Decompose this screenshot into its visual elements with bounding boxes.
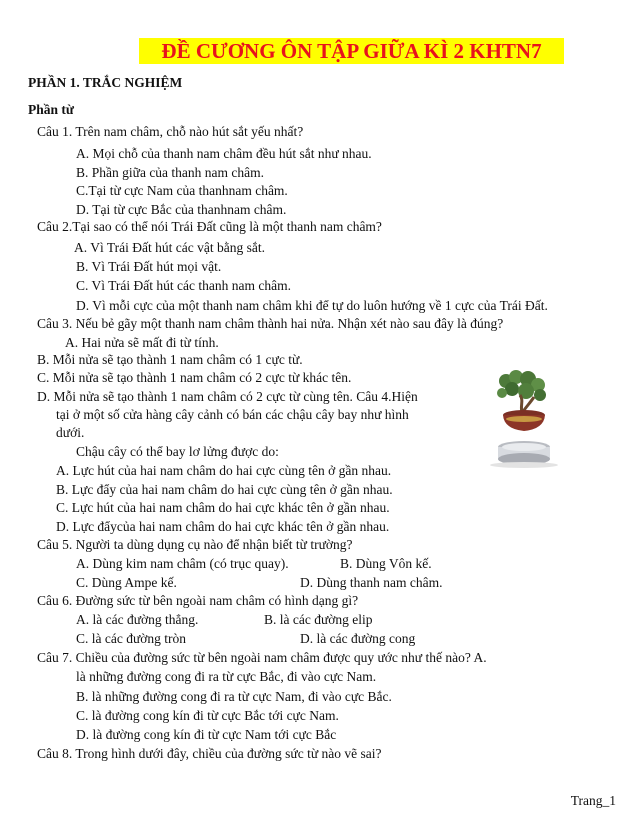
q2-option-c: C. Vì Trái Đất hút các thanh nam châm. — [76, 278, 291, 293]
q6-option-c: C. là các đường tròn — [76, 631, 187, 646]
q3-option-c: C. Mỗi nửa sẽ tạo thành 1 nam châm có 2 cực từ khác tên. — [37, 370, 352, 385]
section-heading: PHẦN 1. TRẮC NGHIỆM — [28, 75, 183, 90]
q4-option-d: D. Lực đẩycủa hai nam châm do hai cực khác tên ở gần nhau. — [56, 519, 390, 534]
question-5: Câu 5. Người ta dùng dụng cụ nào để nhận biết từ trường? — [37, 537, 353, 552]
q5-option-b: B. Dùng Vôn kế. — [340, 556, 432, 571]
q7-option-b: B. là những đường cong đi ra từ cực Nam, đi vào cực Bắc. — [76, 689, 392, 704]
floating-bonsai-image — [484, 369, 564, 469]
question-3: Câu 3. Nếu bẻ gãy một thanh nam châm thành hai nửa. Nhận xét nào sau đây là đúng? — [37, 316, 504, 331]
question-6: Câu 6. Đường sức từ bên ngoài nam châm có hình dạng gì? — [37, 593, 359, 608]
document-title: ĐỀ CƯƠNG ÔN TẬP GIỮA KÌ 2 KHTN7 — [139, 38, 564, 64]
q2-option-d: D. Vì mỗi cực của một thanh nam châm khi để tự do luôn hướng về 1 cực của Trái Đất. — [76, 298, 548, 313]
q3-option-d-cont2: dưới. — [56, 425, 85, 440]
subsection-heading: Phần từ — [28, 102, 74, 117]
question-7: Câu 7. Chiều của đường sức từ bên ngoài nam châm được quy ước như thế nào? A. — [37, 650, 487, 665]
q5-option-d: D. Dùng thanh nam châm. — [300, 575, 443, 590]
q3-option-d-cont: tại ở một số cửa hàng cây cảnh có bán các chậu cây bay như hình — [56, 407, 409, 422]
q6-option-d: D. là các đường cong — [300, 631, 416, 646]
q2-option-a: A. Vì Trái Đất hút các vật bằng sắt. — [74, 240, 265, 255]
q4-option-a: A. Lực hút của hai nam châm do hai cực cùng tên ở gần nhau. — [56, 463, 392, 478]
page-number: Trang_1 — [570, 793, 616, 808]
q7-option-d: D. là đường cong kín đi từ cực Nam tới cực Bắc — [76, 727, 337, 742]
q6-option-b: B. là các đường elip — [264, 612, 373, 627]
q1-option-b: B. Phần giữa của thanh nam châm. — [76, 165, 265, 180]
q4-option-b: B. Lực đẩy của hai nam châm do hai cực cùng tên ở gần nhau. — [56, 482, 393, 497]
question-2: Câu 2.Tại sao có thể nói Trái Đất cũng là một thanh nam châm? — [37, 219, 382, 234]
q2-option-b: B. Vì Trái Đất hút mọi vật. — [76, 259, 222, 274]
q3-option-a: A. Hai nửa sẽ mất đi từ tính. — [65, 335, 219, 350]
q3-option-b: B. Mỗi nửa sẽ tạo thành 1 nam châm có 1 cực từ. — [37, 352, 303, 367]
q7-option-a: là những đường cong đi ra từ cực Bắc, đi vào cực Nam. — [76, 669, 377, 684]
q1-option-a: A. Mọi chỗ của thanh nam châm đều hút sắt như nhau. — [76, 146, 372, 161]
q1-option-c: C.Tại từ cực Nam của thanhnam châm. — [76, 183, 288, 198]
q5-option-a: A. Dùng kim nam châm (có trục quay). — [76, 556, 289, 571]
question-4: Chậu cây có thể bay lơ lửng được do: — [76, 444, 279, 459]
q1-option-d: D. Tại từ cực Bắc của thanhnam châm. — [76, 202, 287, 217]
q6-option-a: A. là các đường thẳng. — [76, 612, 199, 627]
question-8: Câu 8. Trong hình dưới đây, chiều của đường sức từ nào vẽ sai? — [37, 746, 382, 761]
q5-option-c: C. Dùng Ampe kế. — [76, 575, 177, 590]
q4-option-c: C. Lực hút của hai nam châm do hai cực khác tên ở gần nhau. — [56, 500, 390, 515]
q3-option-d: D. Mỗi nửa sẽ tạo thành 1 nam châm có 2 cực từ cùng tên. Câu 4.Hiện — [37, 389, 418, 404]
q7-option-c: C. là đường cong kín đi từ cực Bắc tới cực Nam. — [76, 708, 339, 723]
question-1: Câu 1. Trên nam châm, chỗ nào hút sắt yếu nhất? — [37, 124, 304, 139]
